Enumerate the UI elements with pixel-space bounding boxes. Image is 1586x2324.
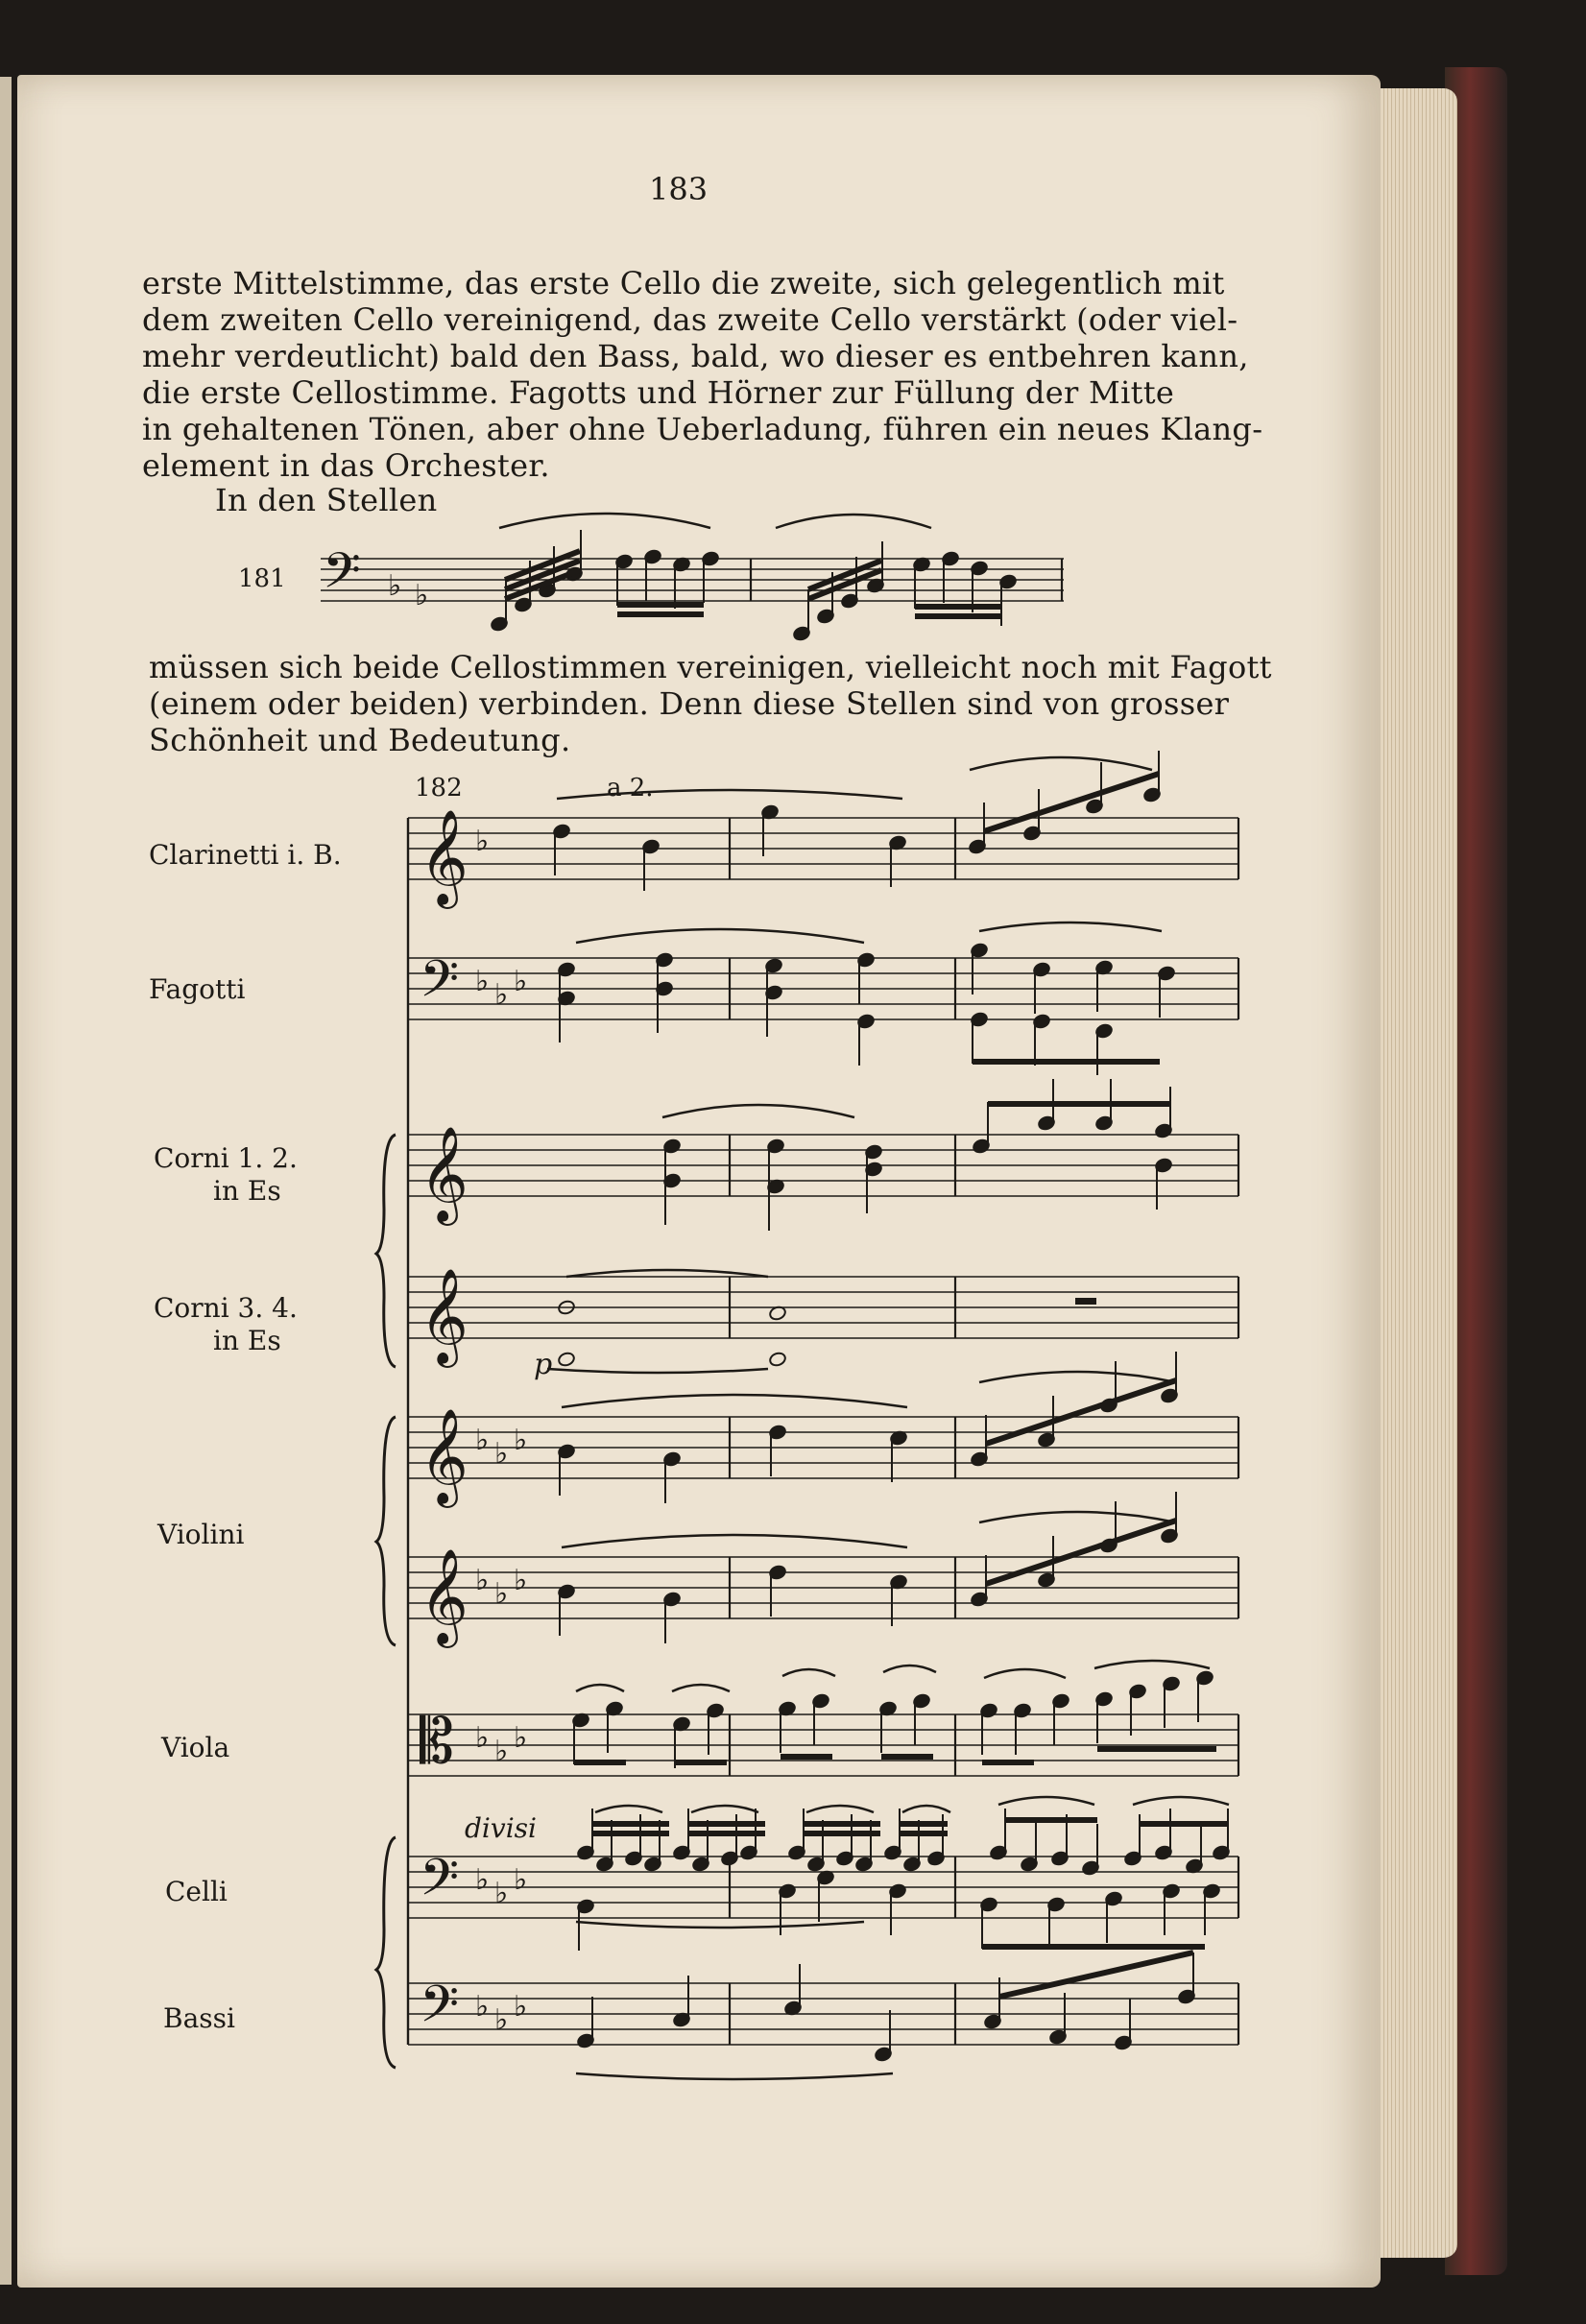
text-line: die erste Cellostimme. Fagotts und Hörner zur Füllung der Mitte bbox=[142, 374, 1175, 411]
treble-clef: 𝄞 bbox=[420, 1126, 469, 1222]
brace bbox=[376, 1417, 396, 1645]
slur bbox=[499, 514, 710, 528]
slur bbox=[576, 2073, 893, 2079]
dynamic-marking: p bbox=[534, 1348, 553, 1381]
flat-sign: ♭ bbox=[514, 1424, 528, 1457]
flat-sign: ♭ bbox=[494, 1735, 509, 1768]
slur bbox=[547, 1369, 768, 1373]
flat-sign: ♭ bbox=[388, 569, 402, 603]
slur bbox=[776, 515, 931, 528]
instrument-label-corni-34-key: in Es bbox=[213, 1325, 281, 1356]
flat-sign: ♭ bbox=[514, 1863, 528, 1897]
divisi-marking: divisi bbox=[465, 1812, 537, 1844]
brace bbox=[376, 1135, 396, 1367]
flat-sign: ♭ bbox=[514, 965, 528, 998]
instrument-label-celli: Celli bbox=[165, 1876, 228, 1907]
text-line: mehr verdeutlicht) bald den Bass, bald, wo dieser es entbehren kann, bbox=[142, 338, 1249, 374]
flat-sign: ♭ bbox=[475, 1721, 490, 1755]
text-line: müssen sich beide Cellostimmen vereinigen, vielleicht noch mit Fagott bbox=[149, 649, 1272, 685]
slur bbox=[979, 1512, 1176, 1522]
slur bbox=[1133, 1797, 1229, 1805]
bass-clef: 𝄢 bbox=[420, 1976, 460, 2047]
brace bbox=[376, 1837, 396, 2068]
bass-clef: 𝄢 bbox=[420, 950, 460, 1021]
flat-sign: ♭ bbox=[514, 1990, 528, 2024]
slur bbox=[970, 757, 1152, 770]
slur bbox=[984, 1669, 1066, 1678]
flat-sign: ♭ bbox=[475, 1990, 490, 2024]
note-head bbox=[768, 1352, 786, 1368]
instrument-label-violini: Violini bbox=[157, 1519, 245, 1550]
slur bbox=[562, 1535, 907, 1547]
treble-clef: 𝄞 bbox=[420, 1268, 469, 1364]
slur bbox=[883, 1665, 936, 1672]
flat-sign: ♭ bbox=[514, 1564, 528, 1597]
whole-rest bbox=[1075, 1298, 1096, 1305]
instrument-label-viola: Viola bbox=[161, 1732, 230, 1763]
instrument-label-corni-34: Corni 3. 4. bbox=[154, 1292, 298, 1324]
slur bbox=[576, 929, 864, 943]
flat-sign: ♭ bbox=[514, 1721, 528, 1755]
slur bbox=[576, 1922, 864, 1928]
slur bbox=[557, 790, 902, 799]
instrument-label-corni-12-key: in Es bbox=[213, 1175, 281, 1207]
flat-sign: ♭ bbox=[475, 825, 490, 858]
alto-clef: 𝄡 bbox=[420, 1707, 454, 1778]
treble-clef: 𝄞 bbox=[420, 1408, 469, 1504]
bass-clef: 𝄢 bbox=[323, 541, 361, 611]
flat-sign: ♭ bbox=[494, 1577, 509, 1611]
text-line: In den Stellen bbox=[215, 482, 438, 518]
text-line: element in das Orchester. bbox=[142, 447, 550, 484]
slur bbox=[979, 922, 1162, 931]
beam bbox=[984, 774, 1159, 831]
slur bbox=[595, 1806, 662, 1812]
slur bbox=[1094, 1661, 1210, 1668]
slur bbox=[979, 1372, 1176, 1382]
slur bbox=[576, 1685, 624, 1691]
beam bbox=[986, 1380, 1176, 1444]
flat-sign: ♭ bbox=[494, 978, 509, 1012]
flat-sign: ♭ bbox=[475, 1564, 490, 1597]
beam bbox=[986, 1521, 1176, 1584]
note-head bbox=[557, 1352, 575, 1368]
flat-sign: ♭ bbox=[415, 579, 429, 612]
slur bbox=[562, 1395, 907, 1407]
slur bbox=[672, 1685, 730, 1691]
slur bbox=[566, 1270, 768, 1277]
slur bbox=[902, 1806, 950, 1812]
flat-sign: ♭ bbox=[494, 1437, 509, 1471]
instrument-label-corni-12: Corni 1. 2. bbox=[154, 1142, 298, 1174]
text-line: in gehaltenen Tönen, aber ohne Ueberladung, führen ein neues Klang- bbox=[142, 411, 1263, 447]
slur bbox=[806, 1806, 874, 1812]
treble-clef: 𝄞 bbox=[420, 809, 469, 905]
slur bbox=[662, 1105, 854, 1117]
flat-sign: ♭ bbox=[475, 1424, 490, 1457]
treble-clef: 𝄞 bbox=[420, 1548, 469, 1644]
instrument-label-bassi: Bassi bbox=[163, 2002, 235, 2034]
slur bbox=[998, 1797, 1094, 1805]
text-line: dem zweiten Cello vereinigend, das zweite Cello verstärkt (oder viel- bbox=[142, 301, 1238, 338]
flat-sign: ♭ bbox=[475, 1863, 490, 1897]
bass-clef: 𝄢 bbox=[420, 1849, 460, 1920]
example-number: 181 bbox=[238, 564, 286, 593]
page-number: 183 bbox=[649, 171, 709, 207]
beam bbox=[999, 1953, 1193, 1997]
instrument-label-fagotti: Fagotti bbox=[149, 973, 246, 1005]
flat-sign: ♭ bbox=[475, 965, 490, 998]
slur bbox=[691, 1806, 758, 1812]
text-line: Schönheit und Bedeutung. bbox=[149, 722, 571, 758]
text-line: erste Mittelstimme, das erste Cello die zweite, sich gelegentlich mit bbox=[142, 265, 1225, 301]
text-line: (einem oder beiden) verbinden. Denn diese Stellen sind von grosser bbox=[149, 685, 1230, 722]
flat-sign: ♭ bbox=[494, 2003, 509, 2037]
a2-marking: a 2. bbox=[607, 774, 654, 803]
instrument-label-clarinetti: Clarinetti i. B. bbox=[149, 839, 342, 871]
slur bbox=[782, 1669, 835, 1676]
flat-sign: ♭ bbox=[494, 1877, 509, 1910]
example-number: 182 bbox=[415, 774, 463, 803]
